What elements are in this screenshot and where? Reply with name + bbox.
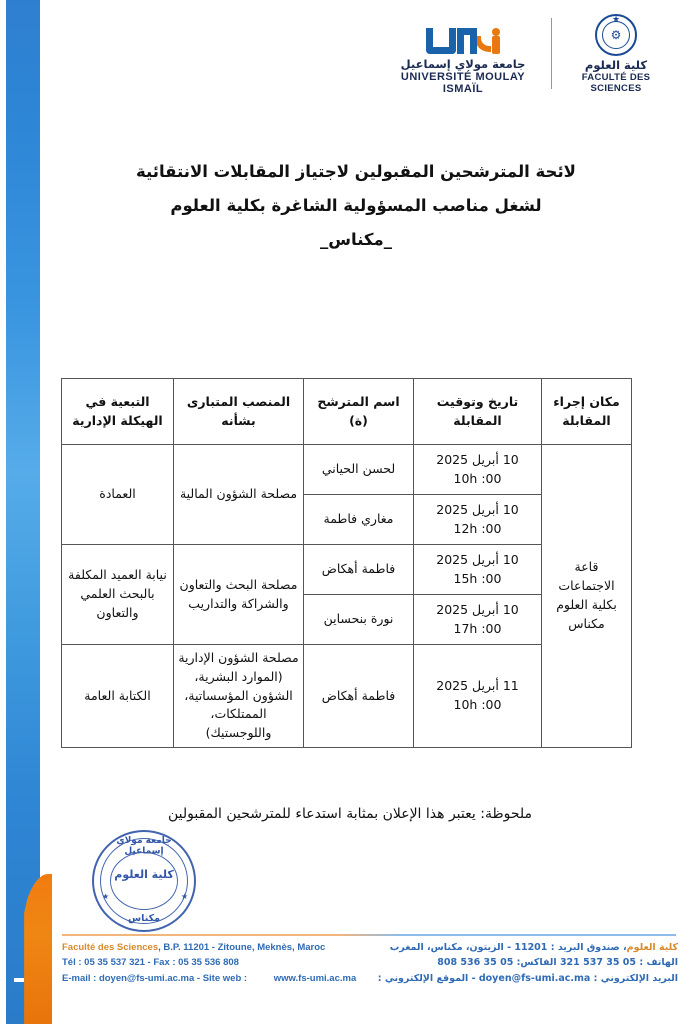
- university-name-ar: جامعة مولاي إسماعيل: [400, 57, 526, 71]
- university-logo: [393, 14, 543, 95]
- footer-website-link[interactable]: www.fs-umi.ac.ma: [273, 972, 357, 984]
- footer-ar-address: ، صندوق البريد : 11201 - الزيتون، مكناس، المغرب: [389, 942, 627, 953]
- header-candidate: اسم المترشح (ة): [304, 379, 414, 445]
- footer-fr-line-1: [62, 940, 356, 955]
- footer-fr-email-label: E-mail : doyen@fs-umi.ac.ma - Site web :: [62, 972, 248, 984]
- candidates-table: [61, 378, 632, 748]
- cell-post: مصلحة البحث والتعاون والشراكة والتداريب: [174, 545, 304, 645]
- table-header-row: [62, 379, 632, 445]
- cell-post: مصلحة الشؤون الإدارية (الموارد البشرية، الشؤون المؤسساتية، الممتلكات، واللوجستيك): [174, 645, 304, 748]
- cell-time-text: 15h :00: [453, 570, 502, 586]
- header-datetime: تاريخ وتوقيت المقابلة: [414, 379, 542, 445]
- cell-unit: الكتابة العامة: [62, 645, 174, 748]
- header-post: المنصب المتبارى بشأنه: [174, 379, 304, 445]
- umi-letter-i: [492, 28, 501, 54]
- umi-letter-m: [457, 28, 491, 54]
- flame-notch: [14, 978, 24, 982]
- footer-ar-faculty-label: كلية العلوم: [626, 942, 678, 953]
- cell-place: قاعة الاجتماعات بكلية العلوم مكناس: [542, 445, 632, 748]
- umi-logo-icon: [393, 14, 533, 54]
- footer-french-block: [62, 940, 356, 986]
- cell-datetime: [414, 645, 542, 748]
- cell-date-text: 10 أبريل 2025: [436, 601, 519, 617]
- footer-fr-faculty-label: Faculté des Sciences: [62, 942, 159, 953]
- stamp-star-right-icon: ★: [180, 892, 188, 901]
- footer-fr-line-3: [62, 971, 356, 986]
- cell-date-text: 10 أبريل 2025: [436, 501, 519, 517]
- cell-date-text: 10 أبريل 2025: [436, 451, 519, 467]
- footer-ar-line-1: [378, 940, 678, 955]
- cell-candidate: مغاري فاطمة: [304, 495, 414, 545]
- stamp-ring-inner: [110, 852, 178, 910]
- footer-fr-line-2: Tél : 05 35 537 321 - Fax : 05 35 536 808: [62, 957, 239, 969]
- official-stamp-icon: [86, 826, 204, 936]
- faculty-seal-icon: [595, 14, 637, 56]
- cell-datetime: [414, 495, 542, 545]
- university-name-fr: UNIVERSITÉ MOULAY ISMAÏL: [400, 71, 526, 95]
- umi-letter-u: [426, 28, 456, 54]
- cell-candidate: فاطمة أهكاض: [304, 645, 414, 748]
- cell-candidate: فاطمة أهكاض: [304, 545, 414, 595]
- faculty-logo: [560, 14, 672, 94]
- cell-candidate: لحسن الحياني: [304, 445, 414, 495]
- candidates-table-container: [62, 378, 632, 748]
- stamp-top-text: جامعة مولاي إسماعيل: [116, 835, 172, 857]
- cell-date-text: 10 أبريل 2025: [436, 551, 519, 567]
- cell-candidate: نورة بنحساين: [304, 595, 414, 645]
- footer-divider: [62, 934, 676, 936]
- header-unit: التبعية في الهيكلة الإدارية: [62, 379, 174, 445]
- cell-datetime: [414, 595, 542, 645]
- umi-letter-i-stem: [492, 36, 500, 54]
- title-line-3: _مكناس_: [319, 229, 392, 249]
- cell-unit: العمادة: [62, 445, 174, 545]
- cell-time-text: 10h :00: [453, 696, 502, 712]
- document-header: [393, 14, 672, 95]
- cell-time-text: 17h :00: [453, 620, 502, 636]
- umi-letter-i-dot: [492, 28, 500, 36]
- cell-time-text: 10h :00: [453, 470, 502, 486]
- title-line-1: لائحة المترشحين المقبولين لاجتياز المقابلات الانتقائية: [136, 162, 576, 181]
- faculty-seal-inner: ⚙: [602, 21, 630, 49]
- faculty-name-ar: كلية العلوم: [584, 58, 648, 72]
- footer-ar-line-3: البريد الإلكتروني : doyen@fs-umi.ac.ma - الموقع الإلكتروني :: [377, 972, 678, 984]
- footer-fr-address: , B.P. 11201 - Zitoune, Meknès, Maroc: [158, 942, 326, 953]
- logo-divider: [551, 18, 552, 89]
- footer-arabic-block: [378, 940, 678, 986]
- header-place: مكان إجراء المقابلة: [542, 379, 632, 445]
- footer-ar-line-2: الهاتف : 05 35 537 321 الفاكس: 05 35 536 808: [437, 957, 678, 969]
- document-footer: [62, 940, 678, 986]
- page-title: [60, 155, 652, 256]
- table-body: [62, 445, 632, 748]
- cell-time-text: 12h :00: [453, 520, 502, 536]
- umi-swoosh-icon: [475, 36, 491, 52]
- title-line-2: لشغل مناصب المسؤولية الشاغرة بكلية العلوم: [170, 195, 542, 215]
- faculty-name-fr: FACULTÉ DES SCIENCES: [581, 72, 651, 94]
- cell-date-text: 11 أبريل 2025: [436, 678, 519, 694]
- table-row: [62, 445, 632, 495]
- stamp-bottom-text: مكناس: [128, 913, 160, 924]
- cell-datetime: [414, 545, 542, 595]
- cell-unit: نيابة العميد المكلفة بالبحث العلمي والتعاون: [62, 545, 174, 645]
- umi-letter-m-top: [457, 28, 477, 35]
- seal-star-icon: ★: [611, 15, 621, 25]
- cell-post: مصلحة الشؤون المالية: [174, 445, 304, 545]
- cell-datetime: [414, 445, 542, 495]
- note-text: ملحوظة: يعتبر هذا الإعلان بمثابة استدعاء للمترشحين المقبولين: [167, 806, 533, 822]
- stamp-center-text: كلية العلوم: [114, 868, 174, 881]
- left-decorative-bar: [6, 0, 40, 1024]
- stamp-star-left-icon: ★: [102, 892, 110, 901]
